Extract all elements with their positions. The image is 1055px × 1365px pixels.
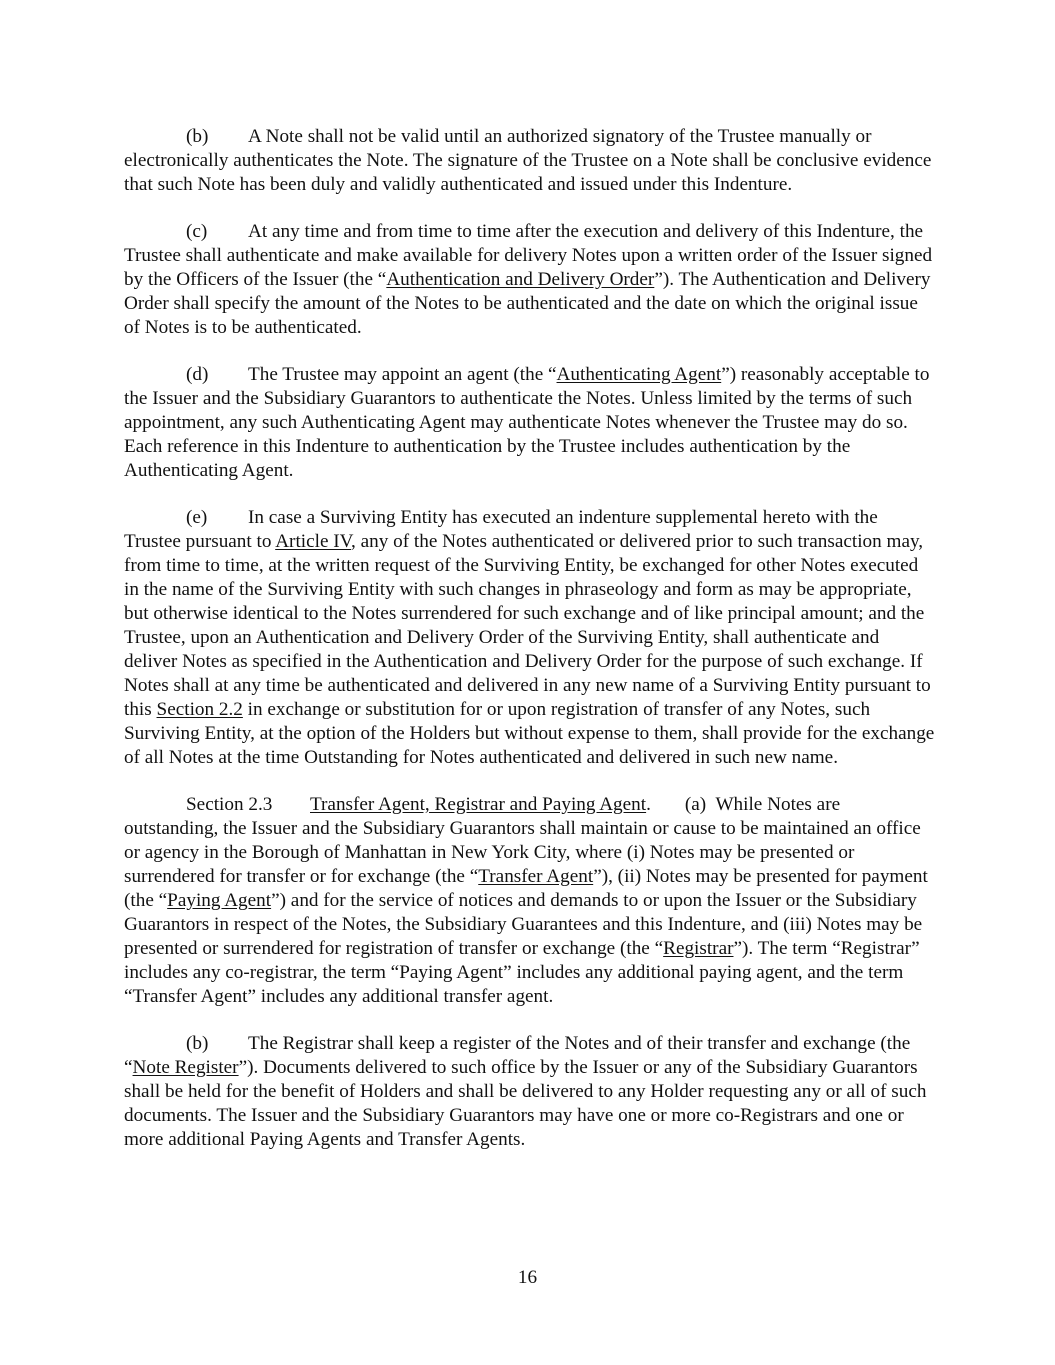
defined-term: Authentication and Delivery Order xyxy=(386,269,655,290)
paragraph-text: in exchange or substitution for or upon registration of transfer of any Notes, such Surviving Entity, at the option of the Holders but without expense to them, shall provide for the exchange of all Notes at the time Outstanding for Notes authenticated and delivered in such new name. xyxy=(124,699,935,768)
defined-term: Paying Agent xyxy=(167,890,272,911)
paragraph-b-authentication-validity xyxy=(124,125,936,197)
paragraph-e-surviving-entity xyxy=(124,506,936,770)
paragraph-text: ”), (ii) Notes may be presented for payment (the “ xyxy=(124,866,928,911)
paragraph-label: (d) xyxy=(186,364,209,385)
paragraph-text: In case a Surviving Entity has executed an indenture supplemental hereto with the Trustee pursuant to xyxy=(124,507,878,552)
cross-reference-section-2-2: Section 2.2 xyxy=(156,699,243,720)
paragraph-text: At any time and from time to time after the execution and delivery of this Indenture, the Trustee shall authenticate and make available for delivery Notes upon a written order of the Issuer signed by the Officers of the Issuer (the “ xyxy=(124,221,933,290)
paragraph-b-note-register xyxy=(124,1032,936,1152)
paragraph-text: A Note shall not be valid until an authorized signatory of the Trustee manually or electronically authenticates the Note. The signature of the Trustee on a Note shall be conclusive evidence that such Note has been duly and validly authenticated and issued under this Indenture. xyxy=(124,126,932,195)
defined-term: Authenticating Agent xyxy=(556,364,722,385)
section-number: Section 2.3 xyxy=(186,794,273,815)
paragraph-d-authenticating-agent xyxy=(124,363,936,483)
paragraph-text: ”). Documents delivered to such office by the Issuer or any of the Subsidiary Guarantors shall be held for the benefit of Holders and shall be delivered to any Holder requesting any or all of such documents. The Issuer and the Subsidiary Guarantors may have one or more co-Registrars and one or more additional Paying Agents and Transfer Agents. xyxy=(124,1057,927,1150)
paragraph-text: , any of the Notes authenticated or delivered prior to such transaction may, from time to time, at the written request of the Surviving Entity, be exchanged for other Notes executed in the name of the Surviving Entity with such changes in phraseology and form as may be appropriate, but otherwise identical to the Notes surrendered for such exchange and of like principal amount; and the Trustee, upon an Authentication and Delivery Order of the Surviving Entity, shall authenticate and deliver Notes as specified in the Authentication and Delivery Order for the purpose of such exchange. If Notes shall at any time be authenticated and delivered in any new name of a Surviving Entity pursuant to this xyxy=(124,531,931,720)
paragraph-c-authentication-order xyxy=(124,220,936,340)
section-2-3-paragraph xyxy=(124,793,936,1009)
paragraph-label: (c) xyxy=(186,221,208,242)
paragraph-text: ”) and for the service of notices and demands to or upon the Issuer or the Subsidiary Guarantors in respect of the Notes, the Subsidiary Guarantees and this Indenture, and (iii) Notes may be presented or surrendered for registration of transfer or exchange (the “ xyxy=(124,890,923,959)
page-number: 16 xyxy=(517,1267,538,1288)
paragraph-text: The Trustee may appoint an agent (the “ xyxy=(248,364,557,385)
defined-term: Transfer Agent xyxy=(478,866,594,887)
section-heading: Transfer Agent, Registrar and Paying Agent xyxy=(310,794,647,815)
paragraph-label: (a) xyxy=(684,794,707,815)
paragraph-text: ”). The term “Registrar” includes any co-registrar, the term “Paying Agent” includes any additional paying agent, and the term “Transfer Agent” includes any additional transfer agent. xyxy=(124,938,920,1007)
paragraph-text: The Registrar shall keep a register of the Notes and of their transfer and exchange (the “ xyxy=(124,1033,911,1078)
paragraph-text: ”). The Authentication and Delivery Order shall specify the amount of the Notes to be authenticated and the date on which the original issue of Notes is to be authenticated. xyxy=(124,269,931,338)
paragraph-text: While Notes are outstanding, the Issuer and the Subsidiary Guarantors shall maintain or cause to be maintained an office or agency in the Borough of Manhattan in New York City, where (i) Notes may be presented or surrendered for transfer or for exchange (the “ xyxy=(124,794,921,887)
defined-term: Registrar xyxy=(663,938,734,959)
cross-reference-article-iv: Article IV xyxy=(275,531,352,552)
paragraph-label: (e) xyxy=(186,507,208,528)
defined-term: Note Register xyxy=(132,1057,239,1078)
section-heading-period: . xyxy=(646,794,651,815)
document-page xyxy=(124,125,936,1175)
paragraph-label: (b) xyxy=(186,1033,209,1054)
paragraph-label: (b) xyxy=(186,126,209,147)
paragraph-text: ”) reasonably acceptable to the Issuer and the Subsidiary Guarantors to authenticate the Notes. Unless limited by the terms of such appointment, any such Authenticating Agent may authenticate Notes whenever the Trustee may do so. Each reference in this Indenture to authentication by the Trustee includes authentication by the Authenticating Agent. xyxy=(124,364,930,481)
